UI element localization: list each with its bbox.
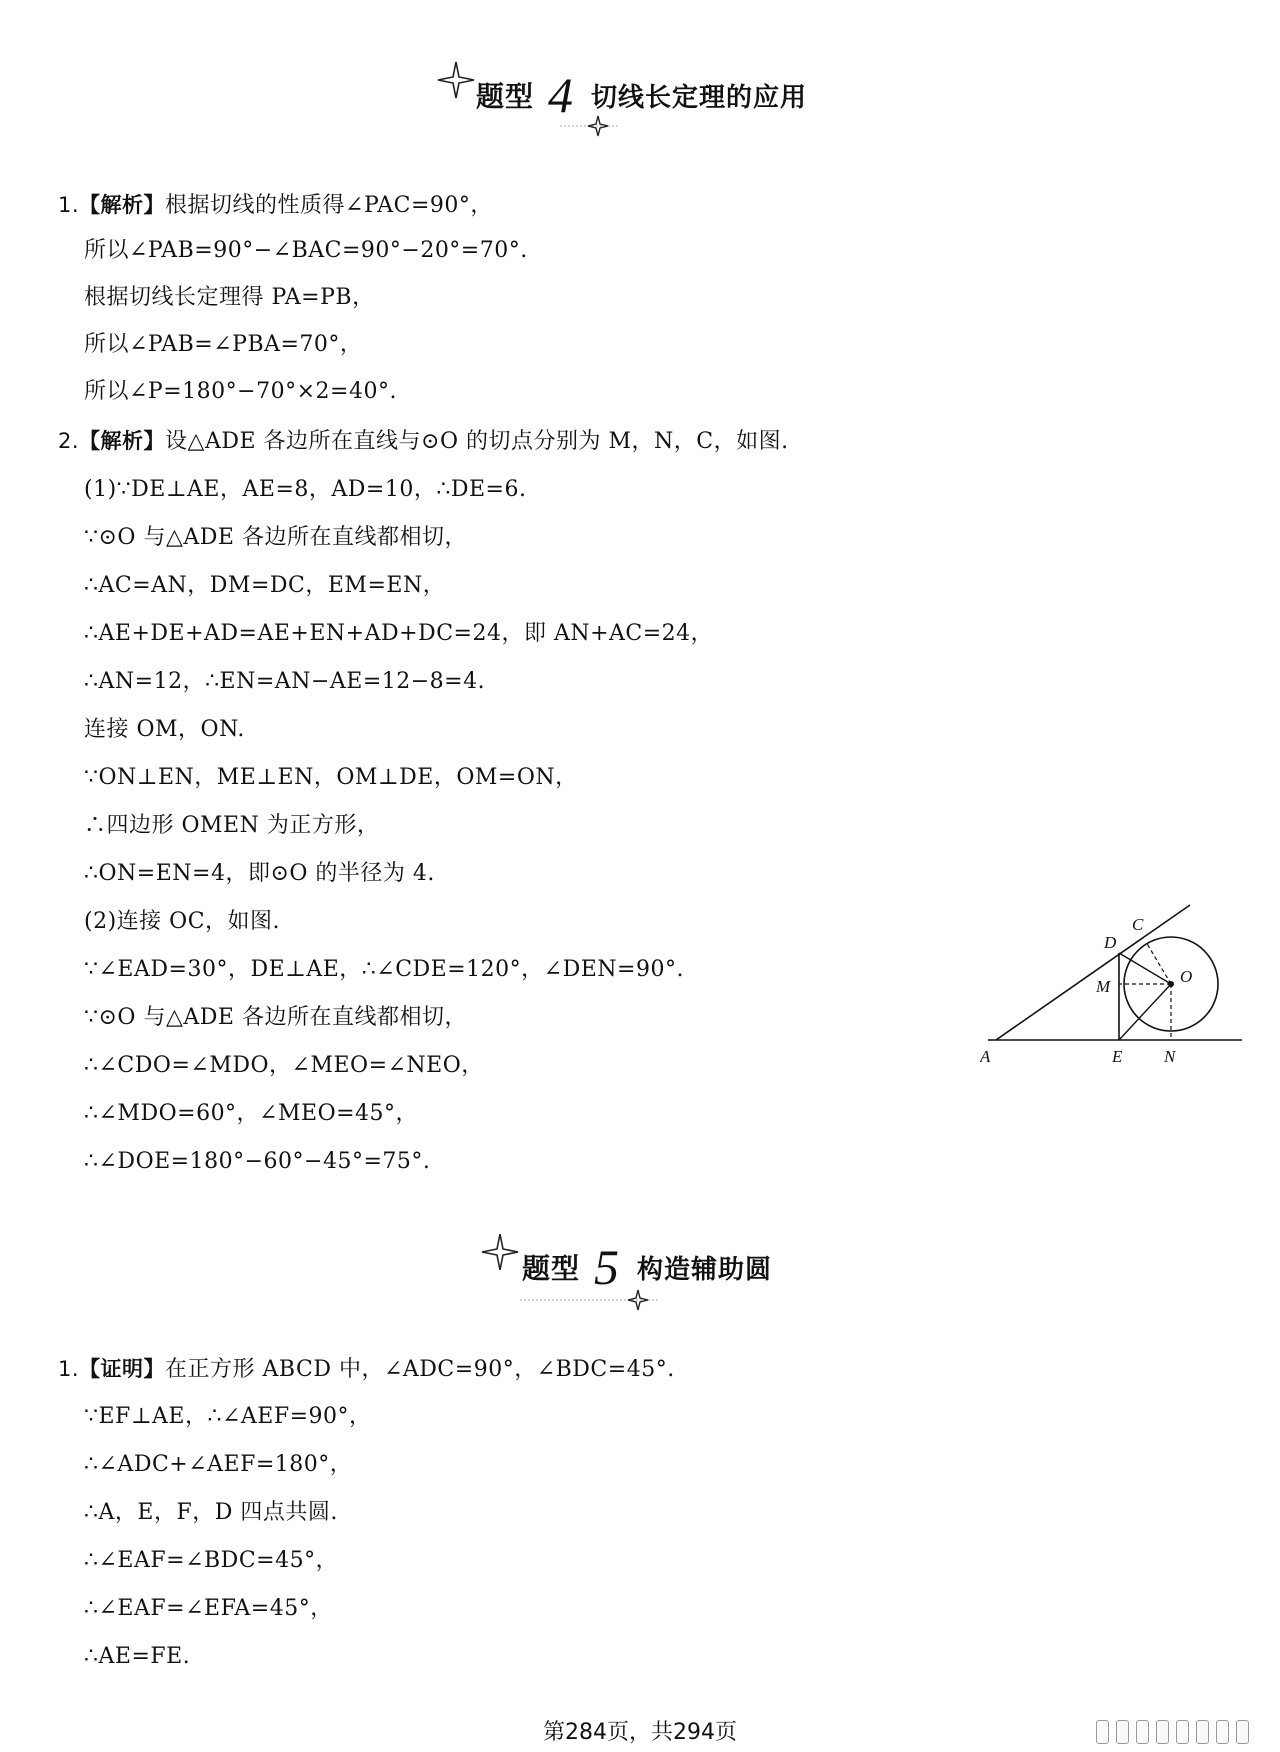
answer-line: 连接 OM，ON.	[84, 717, 245, 742]
answer-tag: 【解析】	[79, 429, 166, 453]
geometry-figure	[980, 900, 1250, 1070]
answer-tag: 【解析】	[79, 193, 166, 217]
answer-text: 在正方形 ABCD 中，∠ADC=90°，∠BDC=45°.	[165, 1357, 675, 1382]
section-title: 切线长定理的应用	[591, 82, 808, 113]
sparkle-icon	[560, 114, 620, 138]
answer-line: ∴∠CDO=∠MDO，∠MEO=∠NEO，	[84, 1053, 484, 1078]
section-number: 4	[548, 67, 574, 123]
page-view-button[interactable]	[1116, 1720, 1129, 1744]
answer-line: ∴∠EAF=∠BDC=45°，	[84, 1548, 339, 1573]
sparkle-icon	[520, 1288, 660, 1312]
answer-line: 所以∠PAB=90°−∠BAC=90°−20°=70°.	[84, 238, 528, 263]
answer-line	[58, 1354, 675, 1385]
answer-line: (1)∵DE⊥AE，AE=8，AD=10，∴DE=6.	[84, 477, 527, 502]
item-number: 2.	[58, 429, 80, 453]
answer-line: ∴AN=12，∴EN=AN−AE=12−8=4.	[84, 669, 486, 694]
answer-line	[58, 190, 493, 221]
answer-line: ∴AE=FE.	[84, 1644, 191, 1669]
answer-line: ∴AC=AN，DM=DC，EM=EN，	[84, 573, 446, 598]
sparkle-icon	[480, 1232, 520, 1272]
answer-text: 根据切线的性质得∠PAC=90°，	[165, 193, 493, 218]
answer-line: ∵∠EAD=30°，DE⊥AE，∴∠CDE=120°，∠DEN=90°.	[84, 957, 684, 982]
label-n: N	[1164, 1047, 1176, 1066]
point-o	[1168, 981, 1174, 987]
tangent-line-ac	[996, 905, 1193, 1040]
answer-line: ∴∠ADC+∠AEF=180°，	[84, 1452, 353, 1477]
page-view-button[interactable]	[1196, 1720, 1209, 1744]
answer-line: ∴ON=EN=4，即⊙O 的半径为 4.	[84, 861, 435, 886]
page-indicator: 第284页，共294页	[543, 1720, 737, 1745]
answer-line: ∵⊙O 与△ADE 各边所在直线都相切，	[84, 1005, 467, 1030]
section-4-header	[0, 60, 1280, 140]
section-number: 5	[594, 1239, 620, 1295]
section-title: 构造辅助圆	[637, 1254, 773, 1285]
page-view-button[interactable]	[1216, 1720, 1229, 1744]
item-number: 1.	[58, 1357, 80, 1381]
page-view-button[interactable]	[1156, 1720, 1169, 1744]
page-view-button[interactable]	[1176, 1720, 1189, 1744]
label-a: A	[980, 1047, 991, 1066]
label-c: C	[1132, 915, 1144, 934]
answer-line: ∴∠EAF=∠EFA=45°，	[84, 1596, 333, 1621]
answer-line: ∴∠MDO=60°，∠MEO=45°，	[84, 1101, 419, 1126]
section-label: 题型	[476, 80, 535, 113]
answer-line: ∴AE+DE+AD=AE+EN+AD+DC=24，即 AN+AC=24，	[84, 621, 714, 646]
answer-text: 设△ADE 各边所在直线与⊙O 的切点分别为 M，N，C，如图.	[165, 429, 789, 454]
sparkle-icon	[436, 60, 476, 100]
answer-line: ∵EF⊥AE，∴∠AEF=90°，	[84, 1404, 372, 1429]
answer-line: 所以∠PAB=∠PBA=70°，	[84, 332, 363, 357]
page-view-button[interactable]	[1096, 1720, 1109, 1744]
answer-line: (2)连接 OC，如图.	[84, 909, 281, 934]
answer-line: 根据切线长定理得 PA=PB，	[84, 285, 375, 310]
item-number: 1.	[58, 193, 80, 217]
answer-tag: 【证明】	[79, 1357, 166, 1381]
label-d: D	[1104, 933, 1117, 952]
answer-line	[58, 426, 789, 457]
page-view-button[interactable]	[1236, 1720, 1249, 1744]
section-label: 题型	[522, 1252, 581, 1285]
label-o: O	[1180, 967, 1193, 986]
answer-line: ∴四边形 OMEN 为正方形，	[84, 813, 380, 838]
answer-line: ∴A，E，F，D 四点共圆.	[84, 1500, 338, 1525]
label-e: E	[1112, 1047, 1123, 1066]
segment-oc	[1146, 942, 1171, 984]
answer-line: 所以∠P=180°−70°×2=40°.	[84, 379, 397, 404]
page-view-button[interactable]	[1136, 1720, 1149, 1744]
label-m: M	[1096, 977, 1111, 996]
view-toolbar	[1096, 1720, 1249, 1744]
answer-line: ∵ON⊥EN，ME⊥EN，OM⊥DE，OM=ON，	[84, 765, 578, 790]
answer-line: ∵⊙O 与△ADE 各边所在直线都相切，	[84, 525, 467, 550]
answer-line: ∴∠DOE=180°−60°−45°=75°.	[84, 1149, 431, 1174]
segment-eo	[1119, 984, 1171, 1040]
section-5-header	[0, 1232, 1280, 1312]
